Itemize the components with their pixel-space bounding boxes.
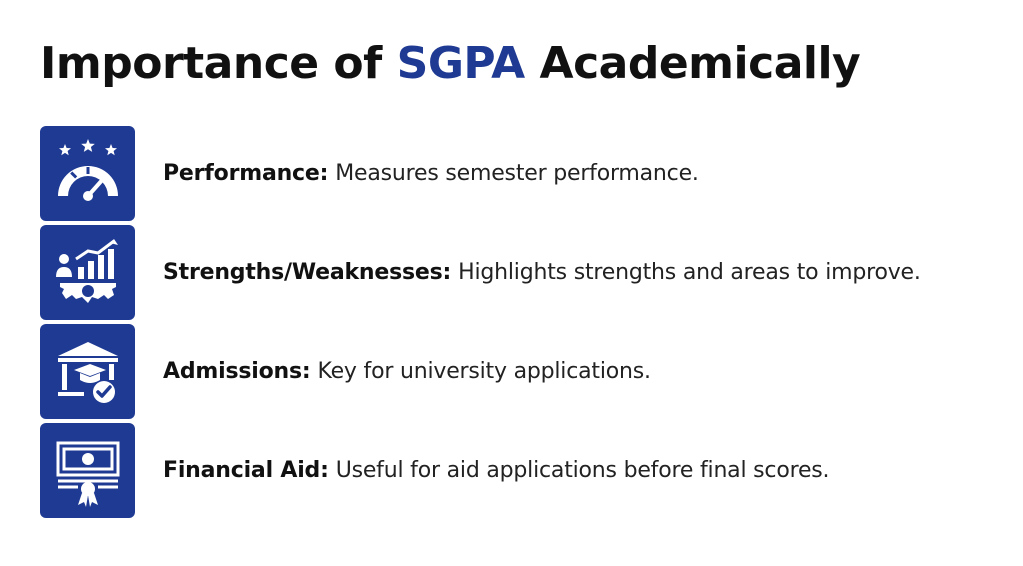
item-label: Strengths/Weaknesses: [163,260,452,285]
title-suffix: Academically [524,38,861,89]
list-item-text [163,126,699,221]
list-item-performance [40,126,1000,221]
item-label: Performance: [163,161,329,186]
list-item-financial-aid [40,423,1000,518]
list-item-strengths-weaknesses [40,225,1000,320]
item-description: Measures semester performance. [335,161,699,186]
title-highlight: SGPA [396,38,525,89]
university-graduation-check-icon [40,324,135,419]
title-prefix: Importance of [40,38,397,89]
list-item-text [163,225,921,320]
item-description: Key for university applications. [317,359,651,384]
speedometer-stars-icon [40,126,135,221]
list-item-text [163,423,829,518]
item-description: Useful for aid applications before final scores. [335,458,830,483]
benefits-list [40,126,1000,522]
list-item-text [163,324,651,419]
item-description: Highlights strengths and areas to improve. [458,260,921,285]
growth-chart-gear-icon [40,225,135,320]
item-label: Financial Aid: [163,458,329,483]
item-label: Admissions: [163,359,311,384]
page-title [40,38,860,89]
list-item-admissions [40,324,1000,419]
banknote-award-icon [40,423,135,518]
